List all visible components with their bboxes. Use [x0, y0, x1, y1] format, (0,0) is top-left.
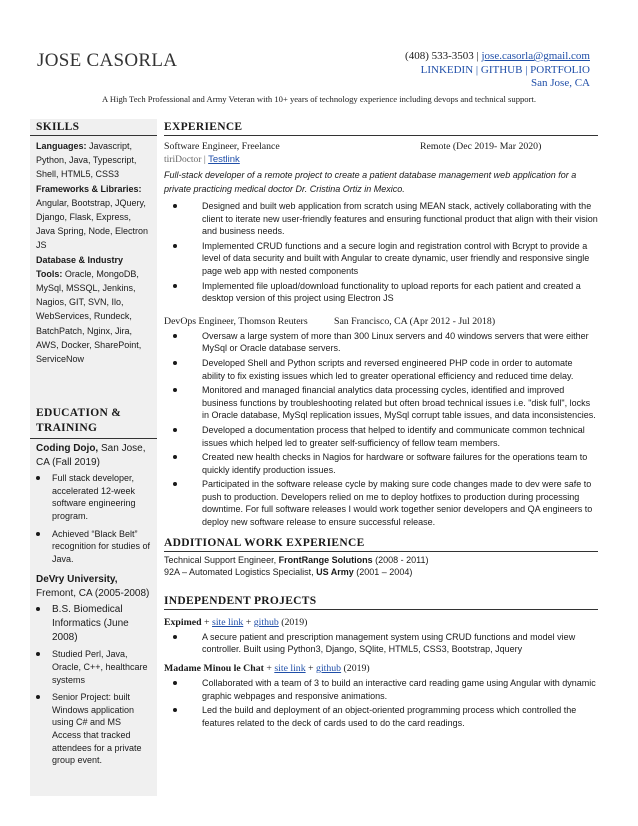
additional-dates: (2008 - 2011): [372, 554, 429, 565]
linkedin-link[interactable]: LINKEDIN: [420, 63, 474, 76]
list-item: Participated in the software release cycle by making sure code changes made to dev were safe to push to production. Developers relied on me to deploy hotfixes to production during processing downtime. For full software releases I would work together senior developers and QA engineers to deploy new software release to ensure successful release.: [202, 478, 598, 528]
school-bullets: [30, 603, 157, 645]
project-bullets: [164, 677, 598, 729]
job-role: Software Engineer, Freelance: [164, 141, 280, 152]
list-item: Achieved “Black Belt” recognition for studies of Java.: [52, 528, 151, 564]
additional-role: 92A – Automated Logistics Specialist,: [164, 567, 317, 578]
job-meta: San Francisco, CA (Apr 2012 - Jul 2018): [334, 315, 496, 327]
list-item: Collaborated with a team of 3 to build an interactive card reading game using Angular with dynamic graphic webpages and responsive animations.: [202, 677, 598, 702]
database-list: Oracle, MongoDB, MySql, MSSQL, Jenkins, Nagios, GIT, SVN, Ilo, WebServices, Rundeck, BatchPatch, Nginx, Jira, AWS, Docker, SharePoint, ServiceNow: [36, 268, 142, 365]
job-header: [164, 140, 598, 153]
school-bullets: [30, 472, 157, 565]
school-location: Fremont, CA (2005-2008): [36, 588, 150, 600]
phone-number: (408) 533-3503: [405, 50, 474, 62]
additional-company: FrontRange Solutions: [278, 554, 373, 565]
client-name: tiriDoctor: [164, 155, 202, 165]
list-item: Developed Shell and Python scripts and reversed engineered PHP code in order to automate ability to fix existing issues which led to greater operational efficiency and reduced time delay.: [202, 357, 598, 382]
list-item: Developed a documentation process that helped to identify and communicate common technical issues which helped led to greater self-sufficiency of fellow team members.: [202, 424, 598, 449]
project-name: Expimed: [164, 616, 202, 628]
list-item: Designed and built web application from scratch using MEAN stack, actively collaborating with the client to iterate new user-friendly features and ensuring functional product that align with their vision and business needs.: [202, 201, 598, 237]
portfolio-link[interactable]: PORTFOLIO: [530, 63, 590, 76]
job-meta: Remote (Dec 2019- Mar 2020): [420, 141, 542, 152]
languages-label: Languages:: [36, 141, 87, 151]
school-bullets: [30, 648, 157, 766]
job-subline: tiriDoctor | Testlink: [164, 154, 240, 165]
project-header: Madame Minou le Chat + site link + github (2019): [164, 663, 370, 675]
skills-database: [30, 253, 157, 367]
list-item: B.S. Biomedical Informatics (June 2008): [52, 603, 151, 645]
additional-title: ADDITIONAL WORK EXPERIENCE: [164, 535, 598, 552]
site-link[interactable]: site link: [212, 616, 244, 628]
projects-title: INDEPENDENT PROJECTS: [164, 593, 598, 610]
github-link[interactable]: github: [253, 616, 279, 628]
list-item: A secure patient and prescription management system using CRUD functions and model view controller. Built using Python3, Django, SQlite, HTML5, CSS3, Bootstrap, Jquery: [202, 631, 598, 656]
contact-line-1: (408) 533-3503 | jose.casorla@gmail.com: [405, 50, 590, 62]
school-heading: [30, 573, 157, 601]
job-description: Full-stack developer of a remote project to create a patient database management web application for a private practicing medical doctor Dr. Cristina Ortiz in Mexico.: [164, 170, 577, 194]
additional-role: Technical Support Engineer,: [164, 554, 279, 565]
candidate-name: JOSE CASORLA: [37, 50, 178, 71]
additional-line: [164, 566, 598, 579]
github-link[interactable]: GITHUB: [480, 63, 523, 76]
additional-line: [164, 554, 598, 567]
school-name: DeVry University,: [36, 574, 118, 586]
list-item: Led the build and deployment of an object-oriented programming process which controlled the features related to the deck of cards used to do the card readings.: [202, 704, 598, 729]
database-label: Database & Industry Tools:: [36, 254, 124, 279]
tagline: A High Tech Professional and Army Veteran with 10+ years of technology experience including devops and technical support.: [102, 94, 536, 104]
job-header: [164, 315, 598, 328]
skills-languages: [30, 139, 157, 182]
skills-title: SKILLS: [30, 119, 157, 136]
project-bullets: [164, 631, 598, 656]
main-content: [164, 119, 598, 731]
site-link[interactable]: site link: [274, 663, 306, 675]
list-item: Implemented file upload/download functionality to upload reports for each patient and created a desktop version of this project using Electron JS: [202, 280, 598, 305]
sidebar: [30, 119, 157, 796]
list-item: Senior Project: built Windows application using C# and MS Access that tracked attendees for a private group event.: [52, 691, 151, 767]
email-link[interactable]: jose.casorla@gmail.com: [481, 50, 590, 62]
school-name: Coding Dojo,: [36, 443, 99, 455]
additional-dates: (2001 – 2004): [353, 567, 413, 578]
list-item: Full stack developer, accelerated 12-week software engineering program.: [52, 472, 151, 522]
list-item: Studied Perl, Java, Oracle, C++, healthcare systems: [52, 648, 151, 686]
test-link[interactable]: Testlink: [208, 154, 240, 165]
project-header: Expimed + site link + github (2019): [164, 616, 308, 628]
project-year: (2019): [281, 616, 308, 628]
list-item: Created new health checks in Nagios for hardware or software failures for the operations team to quickly identify production issues.: [202, 451, 598, 476]
project-year: (2019): [343, 663, 370, 675]
skills-frameworks: [30, 182, 157, 253]
experience-title: EXPERIENCE: [164, 119, 598, 136]
additional-company: US Army: [316, 567, 354, 578]
school-heading: [30, 442, 157, 470]
school-location: San Jose, CA (Fall 2019): [36, 443, 146, 469]
project-name: Madame Minou le Chat: [164, 663, 264, 675]
contact-block: [405, 50, 590, 91]
frameworks-label: Frameworks & Libraries:: [36, 183, 142, 194]
github-link[interactable]: github: [316, 663, 342, 675]
job-role: DevOps Engineer, Thomson Reuters: [164, 315, 308, 327]
list-item: Monitored and managed financial analytics data processing cycles, identified and improved business functions by troubleshooting related but often broad technical issues i.e. "disk full", locks in Oracle database, MySql replication issues, MySql corrupt table issues, and data inconsistencies.: [202, 384, 598, 422]
frameworks-list: Angular, Bootstrap, JQuery, Django, Flask, Express, Java Spring, Node, Electron JS: [36, 197, 149, 251]
job-bullets: [164, 330, 598, 529]
languages-list: Javascript, Python, Java, Typescript, Shell, HTML5, CSS3: [36, 141, 137, 180]
list-item: Oversaw a large system of more than 300 Linux servers and 40 windows servers that were either MySql or Oracle database servers.: [202, 330, 598, 355]
job-bullets: [164, 200, 598, 305]
profile-links: LINKEDIN | GITHUB | PORTFOLIO: [420, 63, 590, 76]
education-title: EDUCATION & TRAINING: [30, 404, 157, 439]
list-item: Implemented CRUD functions and a secure login and registration control with Bcrypt to provide a level of data security and built with Angular to create dynamic, user friendly and responsive single page web app with nested components: [202, 240, 598, 278]
location: San Jose, CA: [531, 77, 590, 89]
